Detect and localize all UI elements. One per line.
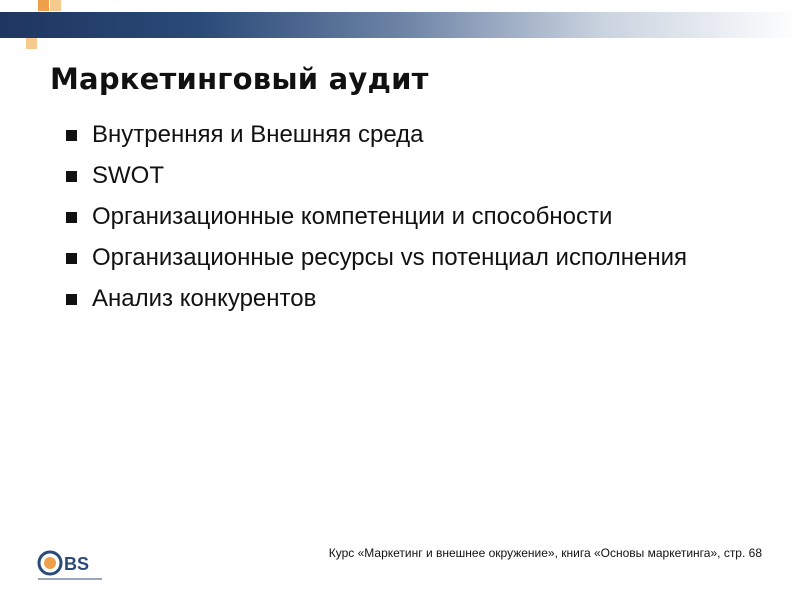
square-bullet-icon bbox=[66, 294, 77, 305]
slide-title: Маркетинговый аудит bbox=[50, 62, 429, 96]
bullet-item bbox=[66, 245, 746, 271]
decor-square bbox=[38, 0, 49, 11]
bullet-list bbox=[66, 122, 746, 327]
obs-logo-svg bbox=[36, 548, 106, 584]
footer-caption: Курс «Маркетинг и внешнее окружение», книга «Основы маркетинга», стр. 68 bbox=[328, 546, 762, 560]
square-bullet-icon bbox=[66, 130, 77, 141]
decor-square bbox=[26, 38, 37, 49]
square-bullet-icon bbox=[66, 212, 77, 223]
bullet-item bbox=[66, 204, 746, 230]
bullet-text: Организационные компетенции и способности bbox=[92, 203, 613, 230]
bullet-text: SWOT bbox=[92, 162, 164, 189]
bullet-item bbox=[66, 122, 746, 148]
svg-text:BS: BS bbox=[64, 554, 90, 574]
bullet-text: Внутренняя и Внешняя среда bbox=[92, 121, 424, 148]
bullet-text: Организационные ресурсы vs потенциал исполнения bbox=[92, 244, 688, 271]
decor-square bbox=[50, 0, 61, 11]
square-bullet-icon bbox=[66, 253, 77, 264]
bullet-item bbox=[66, 286, 746, 312]
bullet-text: Анализ конкурентов bbox=[92, 285, 317, 312]
bullet-item bbox=[66, 163, 746, 189]
header-band bbox=[0, 12, 800, 38]
square-bullet-icon bbox=[66, 171, 77, 182]
obs-logo-icon bbox=[36, 548, 106, 584]
